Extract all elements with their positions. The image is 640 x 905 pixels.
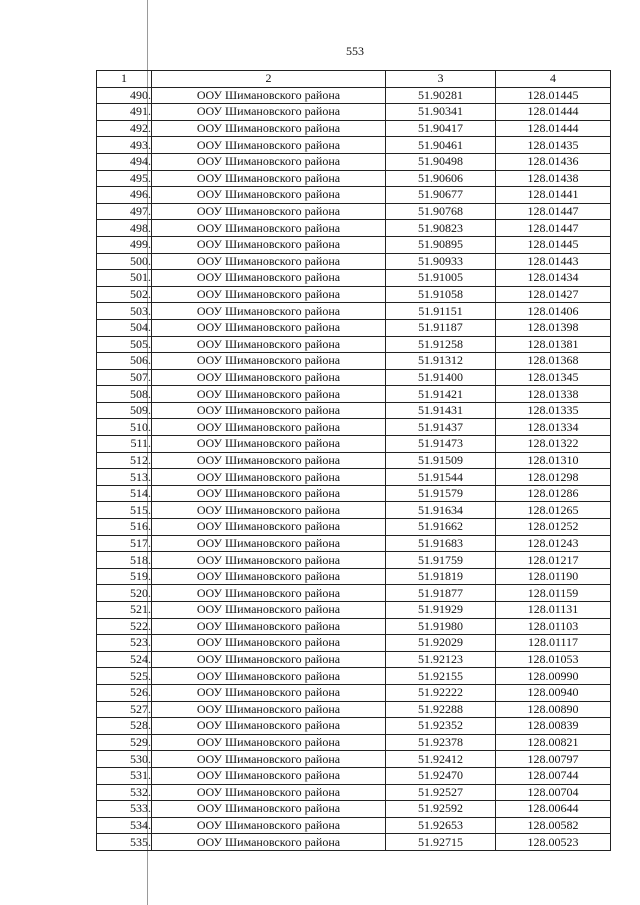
organization-name-cell: ООУ Шимановского района [152, 270, 386, 287]
organization-name-cell: ООУ Шимановского района [152, 303, 386, 320]
organization-name-cell: ООУ Шимановского района [152, 767, 386, 784]
longitude-cell: 128.01398 [496, 319, 611, 336]
longitude-cell: 128.01345 [496, 369, 611, 386]
longitude-cell: 128.01117 [496, 635, 611, 652]
latitude-cell: 51.91759 [386, 552, 496, 569]
row-number-cell: 512. [97, 452, 152, 469]
table-row [97, 120, 611, 137]
organization-name-cell: ООУ Шимановского района [152, 236, 386, 253]
organization-name-cell: ООУ Шимановского района [152, 104, 386, 121]
organization-name-cell: ООУ Шимановского района [152, 817, 386, 834]
table-row [97, 784, 611, 801]
table-row [97, 834, 611, 851]
row-number-cell: 520. [97, 585, 152, 602]
organization-name-cell: ООУ Шимановского района [152, 436, 386, 453]
latitude-cell: 51.90281 [386, 87, 496, 104]
longitude-cell: 128.00890 [496, 701, 611, 718]
table-row [97, 203, 611, 220]
latitude-cell: 51.92412 [386, 751, 496, 768]
longitude-cell: 128.01406 [496, 303, 611, 320]
table-row [97, 187, 611, 204]
column-header-1: 1 [97, 71, 152, 88]
table-row [97, 668, 611, 685]
longitude-cell: 128.01444 [496, 120, 611, 137]
organization-name-cell: ООУ Шимановского района [152, 734, 386, 751]
organization-name-cell: ООУ Шимановского района [152, 635, 386, 652]
latitude-cell: 51.91579 [386, 485, 496, 502]
longitude-cell: 128.01381 [496, 336, 611, 353]
organization-name-cell: ООУ Шимановского района [152, 120, 386, 137]
column-header-2: 2 [152, 71, 386, 88]
row-number-cell: 535. [97, 834, 152, 851]
longitude-cell: 128.00990 [496, 668, 611, 685]
row-number-cell: 525. [97, 668, 152, 685]
organization-name-cell: ООУ Шимановского района [152, 552, 386, 569]
latitude-cell: 51.91431 [386, 402, 496, 419]
organization-name-cell: ООУ Шимановского района [152, 203, 386, 220]
organization-name-cell: ООУ Шимановского района [152, 718, 386, 735]
organization-name-cell: ООУ Шимановского района [152, 469, 386, 486]
latitude-cell: 51.92527 [386, 784, 496, 801]
longitude-cell: 128.01265 [496, 502, 611, 519]
row-number-cell: 495. [97, 170, 152, 187]
longitude-cell: 128.01286 [496, 485, 611, 502]
table-row [97, 651, 611, 668]
row-number-cell: 497. [97, 203, 152, 220]
latitude-cell: 51.91662 [386, 519, 496, 536]
table-row [97, 618, 611, 635]
organization-name-cell: ООУ Шимановского района [152, 452, 386, 469]
row-number-cell: 521. [97, 602, 152, 619]
latitude-cell: 51.92352 [386, 718, 496, 735]
row-number-cell: 530. [97, 751, 152, 768]
table-row [97, 684, 611, 701]
longitude-cell: 128.01298 [496, 469, 611, 486]
table-row [97, 568, 611, 585]
longitude-cell: 128.01190 [496, 568, 611, 585]
row-number-cell: 492. [97, 120, 152, 137]
latitude-cell: 51.91877 [386, 585, 496, 602]
latitude-cell: 51.91312 [386, 353, 496, 370]
organization-name-cell: ООУ Шимановского района [152, 701, 386, 718]
organization-name-cell: ООУ Шимановского района [152, 386, 386, 403]
table-row [97, 817, 611, 834]
latitude-cell: 51.91634 [386, 502, 496, 519]
row-number-cell: 532. [97, 784, 152, 801]
longitude-cell: 128.01368 [496, 353, 611, 370]
longitude-cell: 128.01310 [496, 452, 611, 469]
longitude-cell: 128.01444 [496, 104, 611, 121]
longitude-cell: 128.01053 [496, 651, 611, 668]
table-row [97, 286, 611, 303]
row-number-cell: 490. [97, 87, 152, 104]
latitude-cell: 51.90417 [386, 120, 496, 137]
organization-name-cell: ООУ Шимановского района [152, 535, 386, 552]
longitude-cell: 128.01427 [496, 286, 611, 303]
table-row [97, 253, 611, 270]
row-number-cell: 491. [97, 104, 152, 121]
longitude-cell: 128.01334 [496, 419, 611, 436]
latitude-cell: 51.92592 [386, 801, 496, 818]
table-row [97, 319, 611, 336]
longitude-cell: 128.00940 [496, 684, 611, 701]
row-number-cell: 528. [97, 718, 152, 735]
latitude-cell: 51.90461 [386, 137, 496, 154]
organization-name-cell: ООУ Шимановского района [152, 585, 386, 602]
row-number-cell: 498. [97, 220, 152, 237]
organization-name-cell: ООУ Шимановского района [152, 751, 386, 768]
latitude-cell: 51.90341 [386, 104, 496, 121]
table-row [97, 751, 611, 768]
row-number-cell: 511. [97, 436, 152, 453]
latitude-cell: 51.92029 [386, 635, 496, 652]
row-number-cell: 527. [97, 701, 152, 718]
longitude-cell: 128.01159 [496, 585, 611, 602]
table-row [97, 701, 611, 718]
longitude-cell: 128.01447 [496, 203, 611, 220]
longitude-cell: 128.01436 [496, 153, 611, 170]
row-number-cell: 533. [97, 801, 152, 818]
table-row [97, 104, 611, 121]
organization-name-cell: ООУ Шимановского района [152, 353, 386, 370]
latitude-cell: 51.91187 [386, 319, 496, 336]
longitude-cell: 128.01447 [496, 220, 611, 237]
row-number-cell: 508. [97, 386, 152, 403]
latitude-cell: 51.90606 [386, 170, 496, 187]
latitude-cell: 51.90823 [386, 220, 496, 237]
latitude-cell: 51.92155 [386, 668, 496, 685]
organization-name-cell: ООУ Шимановского района [152, 369, 386, 386]
latitude-cell: 51.90677 [386, 187, 496, 204]
longitude-cell: 128.00821 [496, 734, 611, 751]
longitude-cell: 128.01103 [496, 618, 611, 635]
latitude-cell: 51.90498 [386, 153, 496, 170]
row-number-cell: 515. [97, 502, 152, 519]
coordinates-table [96, 70, 611, 851]
column-header-4: 4 [496, 71, 611, 88]
longitude-cell: 128.00523 [496, 834, 611, 851]
row-number-cell: 501. [97, 270, 152, 287]
row-number-cell: 502. [97, 286, 152, 303]
row-number-cell: 531. [97, 767, 152, 784]
table-row [97, 87, 611, 104]
longitude-cell: 128.01335 [496, 402, 611, 419]
organization-name-cell: ООУ Шимановского района [152, 336, 386, 353]
organization-name-cell: ООУ Шимановского района [152, 568, 386, 585]
table-body [97, 87, 611, 850]
latitude-cell: 51.90895 [386, 236, 496, 253]
latitude-cell: 51.91005 [386, 270, 496, 287]
row-number-cell: 522. [97, 618, 152, 635]
table-row [97, 336, 611, 353]
organization-name-cell: ООУ Шимановского района [152, 419, 386, 436]
longitude-cell: 128.01243 [496, 535, 611, 552]
row-number-cell: 507. [97, 369, 152, 386]
latitude-cell: 51.91929 [386, 602, 496, 619]
table-row [97, 386, 611, 403]
organization-name-cell: ООУ Шимановского района [152, 668, 386, 685]
row-number-cell: 499. [97, 236, 152, 253]
row-number-cell: 534. [97, 817, 152, 834]
table-row [97, 236, 611, 253]
organization-name-cell: ООУ Шимановского района [152, 319, 386, 336]
longitude-cell: 128.00582 [496, 817, 611, 834]
table-row [97, 303, 611, 320]
latitude-cell: 51.90768 [386, 203, 496, 220]
latitude-cell: 51.91151 [386, 303, 496, 320]
organization-name-cell: ООУ Шимановского района [152, 220, 386, 237]
longitude-cell: 128.01445 [496, 236, 611, 253]
table-row [97, 718, 611, 735]
longitude-cell: 128.00644 [496, 801, 611, 818]
longitude-cell: 128.01217 [496, 552, 611, 569]
table-row [97, 635, 611, 652]
organization-name-cell: ООУ Шимановского района [152, 651, 386, 668]
row-number-cell: 524. [97, 651, 152, 668]
row-number-cell: 504. [97, 319, 152, 336]
latitude-cell: 51.91058 [386, 286, 496, 303]
organization-name-cell: ООУ Шимановского района [152, 137, 386, 154]
table-row [97, 270, 611, 287]
organization-name-cell: ООУ Шимановского района [152, 153, 386, 170]
longitude-cell: 128.00839 [496, 718, 611, 735]
organization-name-cell: ООУ Шимановского района [152, 801, 386, 818]
table-row [97, 369, 611, 386]
table-row [97, 485, 611, 502]
row-number-cell: 523. [97, 635, 152, 652]
table-row [97, 137, 611, 154]
latitude-cell: 51.92715 [386, 834, 496, 851]
table-header-row [97, 71, 611, 88]
row-number-cell: 516. [97, 519, 152, 536]
table-row [97, 801, 611, 818]
longitude-cell: 128.01252 [496, 519, 611, 536]
longitude-cell: 128.00704 [496, 784, 611, 801]
row-number-cell: 510. [97, 419, 152, 436]
latitude-cell: 51.91980 [386, 618, 496, 635]
longitude-cell: 128.01435 [496, 137, 611, 154]
latitude-cell: 51.91421 [386, 386, 496, 403]
organization-name-cell: ООУ Шимановского района [152, 87, 386, 104]
longitude-cell: 128.01443 [496, 253, 611, 270]
row-number-cell: 518. [97, 552, 152, 569]
table-row [97, 353, 611, 370]
table-row [97, 153, 611, 170]
latitude-cell: 51.91437 [386, 419, 496, 436]
longitude-cell: 128.01338 [496, 386, 611, 403]
latitude-cell: 51.90933 [386, 253, 496, 270]
latitude-cell: 51.91258 [386, 336, 496, 353]
latitude-cell: 51.92288 [386, 701, 496, 718]
organization-name-cell: ООУ Шимановского района [152, 286, 386, 303]
row-number-cell: 526. [97, 684, 152, 701]
row-number-cell: 505. [97, 336, 152, 353]
latitude-cell: 51.92653 [386, 817, 496, 834]
latitude-cell: 51.92123 [386, 651, 496, 668]
row-number-cell: 494. [97, 153, 152, 170]
latitude-cell: 51.91473 [386, 436, 496, 453]
table-row [97, 585, 611, 602]
latitude-cell: 51.91683 [386, 535, 496, 552]
organization-name-cell: ООУ Шимановского района [152, 402, 386, 419]
organization-name-cell: ООУ Шимановского района [152, 618, 386, 635]
organization-name-cell: ООУ Шимановского района [152, 485, 386, 502]
table-row [97, 535, 611, 552]
row-number-cell: 496. [97, 187, 152, 204]
longitude-cell: 128.01445 [496, 87, 611, 104]
row-number-cell: 529. [97, 734, 152, 751]
longitude-cell: 128.01131 [496, 602, 611, 619]
latitude-cell: 51.91544 [386, 469, 496, 486]
row-number-cell: 517. [97, 535, 152, 552]
latitude-cell: 51.91819 [386, 568, 496, 585]
table-row [97, 402, 611, 419]
latitude-cell: 51.91509 [386, 452, 496, 469]
table-row [97, 170, 611, 187]
longitude-cell: 128.00744 [496, 767, 611, 784]
organization-name-cell: ООУ Шимановского района [152, 170, 386, 187]
organization-name-cell: ООУ Шимановского района [152, 784, 386, 801]
row-number-cell: 514. [97, 485, 152, 502]
latitude-cell: 51.91400 [386, 369, 496, 386]
longitude-cell: 128.00797 [496, 751, 611, 768]
latitude-cell: 51.92222 [386, 684, 496, 701]
latitude-cell: 51.92470 [386, 767, 496, 784]
table-row [97, 419, 611, 436]
row-number-cell: 519. [97, 568, 152, 585]
row-number-cell: 503. [97, 303, 152, 320]
table-row [97, 552, 611, 569]
organization-name-cell: ООУ Шимановского района [152, 519, 386, 536]
table-row [97, 220, 611, 237]
longitude-cell: 128.01438 [496, 170, 611, 187]
column-header-3: 3 [386, 71, 496, 88]
longitude-cell: 128.01434 [496, 270, 611, 287]
organization-name-cell: ООУ Шимановского района [152, 502, 386, 519]
row-number-cell: 493. [97, 137, 152, 154]
organization-name-cell: ООУ Шимановского района [152, 602, 386, 619]
organization-name-cell: ООУ Шимановского района [152, 187, 386, 204]
organization-name-cell: ООУ Шимановского района [152, 253, 386, 270]
row-number-cell: 506. [97, 353, 152, 370]
longitude-cell: 128.01441 [496, 187, 611, 204]
table-row [97, 734, 611, 751]
table-row [97, 602, 611, 619]
latitude-cell: 51.92378 [386, 734, 496, 751]
table-row [97, 767, 611, 784]
table-row [97, 519, 611, 536]
longitude-cell: 128.01322 [496, 436, 611, 453]
organization-name-cell: ООУ Шимановского района [152, 834, 386, 851]
row-number-cell: 509. [97, 402, 152, 419]
table-row [97, 452, 611, 469]
organization-name-cell: ООУ Шимановского района [152, 684, 386, 701]
table-row [97, 469, 611, 486]
table-row [97, 436, 611, 453]
page-number: 553 [346, 44, 364, 58]
row-number-cell: 513. [97, 469, 152, 486]
table-row [97, 502, 611, 519]
row-number-cell: 500. [97, 253, 152, 270]
